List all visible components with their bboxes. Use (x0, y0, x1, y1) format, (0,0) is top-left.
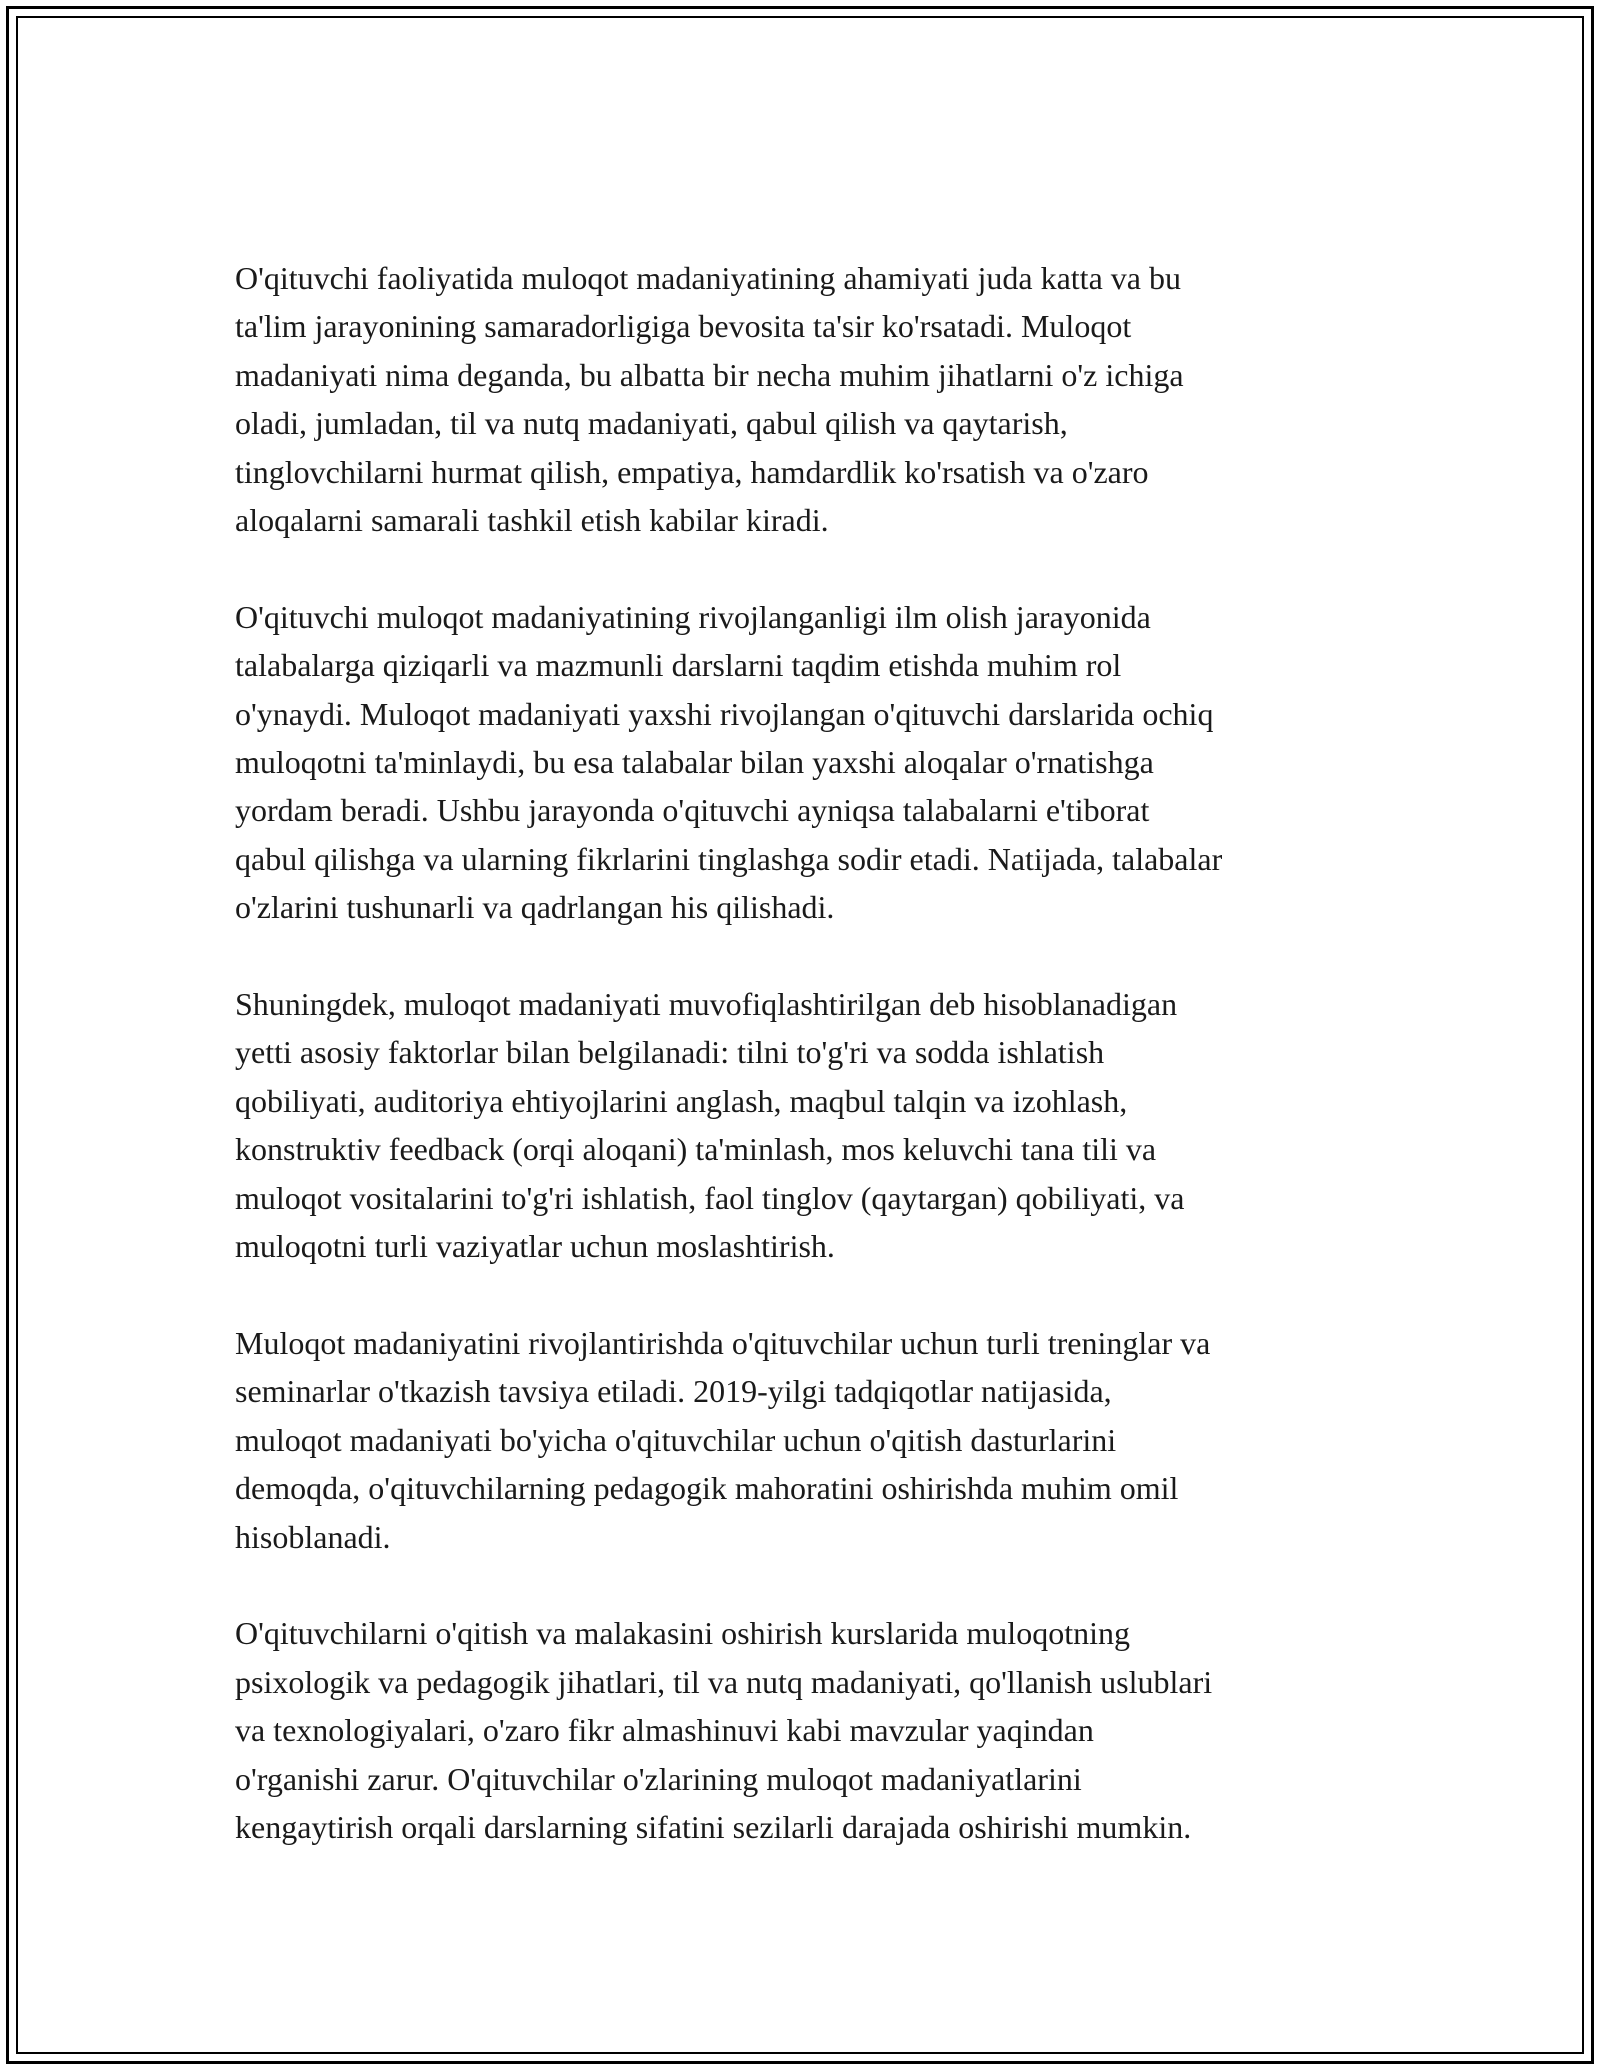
paragraph-4: Muloqot madaniyatini rivojlantirishda o'qituvchilar uchun turli treninglar va seminarlar o'tkazish tavsiya etiladi. 2019-yilgi tadqiqotlar natijasida, muloqot madaniyati bo'yicha o'qituvchilar uchun o'qitish dasturlarini demoqda, o'qituvchilarning pedagogik mahoratini oshirishda muhim omil hisoblanadi. (235, 1324, 1211, 1555)
paragraph-2: O'qituvchi muloqot madaniyatining rivojlanganligi ilm olish jarayonida talabalarga qiziqarli va mazmunli darslarni taqdim etishda muhim rol o'ynaydi. Muloqot madaniyati yaxshi rivojlangan o'qituvchi darslarida ochiq muloqotni ta'minlaydi, bu esa talabalar bilan yaxshi aloqalar o'rnatishga yordam beradi. Ushbu jarayonda o'qituvchi ayniqsa talabalarni e'tiborat qabul qilishga va ularning fikrlarini tinglashga sodir etadi. Natijada, talabalar o'zlarini tushunarli va qadrlangan his qilishadi. (235, 598, 1223, 926)
paragraph-1: O'qituvchi faoliyatida muloqot madaniyatining ahamiyati juda katta va bu ta'lim jarayonining samaradorligiga bevosita ta'sir ko'rsatadi. Muloqot madaniyati nima deganda, bu albatta bir necha muhim jihatlarni o'z ichiga oladi, jumladan, til va nutq madaniyati, qabul qilish va qaytarish, tinglovchilarni hurmat qilish, empatiya, hamdardlik ko'rsatish va o'zaro aloqalarni samarali tashkil etish kabilar kiradi. (235, 260, 1184, 539)
paragraph-5: O'qituvchilarni o'qitish va malakasini oshirish kurslarida muloqotning psixologik va pedagogik jihatlari, til va nutq madaniyati, qo'llanish uslublari va texnologiyalari, o'zaro fikr almashinuvi kabi mavzular yaqindan o'rganishi zarur. O'qituvchilar o'zlarining muloqot madaniyatlarini kengaytirish orqali darslarning sifatini sezilarli darajada oshirishi mumkin. (235, 1615, 1213, 1845)
document-body (235, 254, 1395, 1851)
paragraph-3: Shuningdek, muloqot madaniyati muvofiqlashtirilgan deb hisoblanadigan yetti asosiy faktorlar bilan belgilanadi: tilni to'g'ri va sodda ishlatish qobiliyati, auditoriya ehtiyojlarini anglash, maqbul talqin va izohlash, konstruktiv feedback (orqi aloqani) ta'minlash, mos keluvchi tana tili va muloqot vositalarini to'g'ri ishlatish, faol tinglov (qaytargan) qobiliyati, va muloqotni turli vaziyatlar uchun moslashtirish. (235, 986, 1185, 1265)
